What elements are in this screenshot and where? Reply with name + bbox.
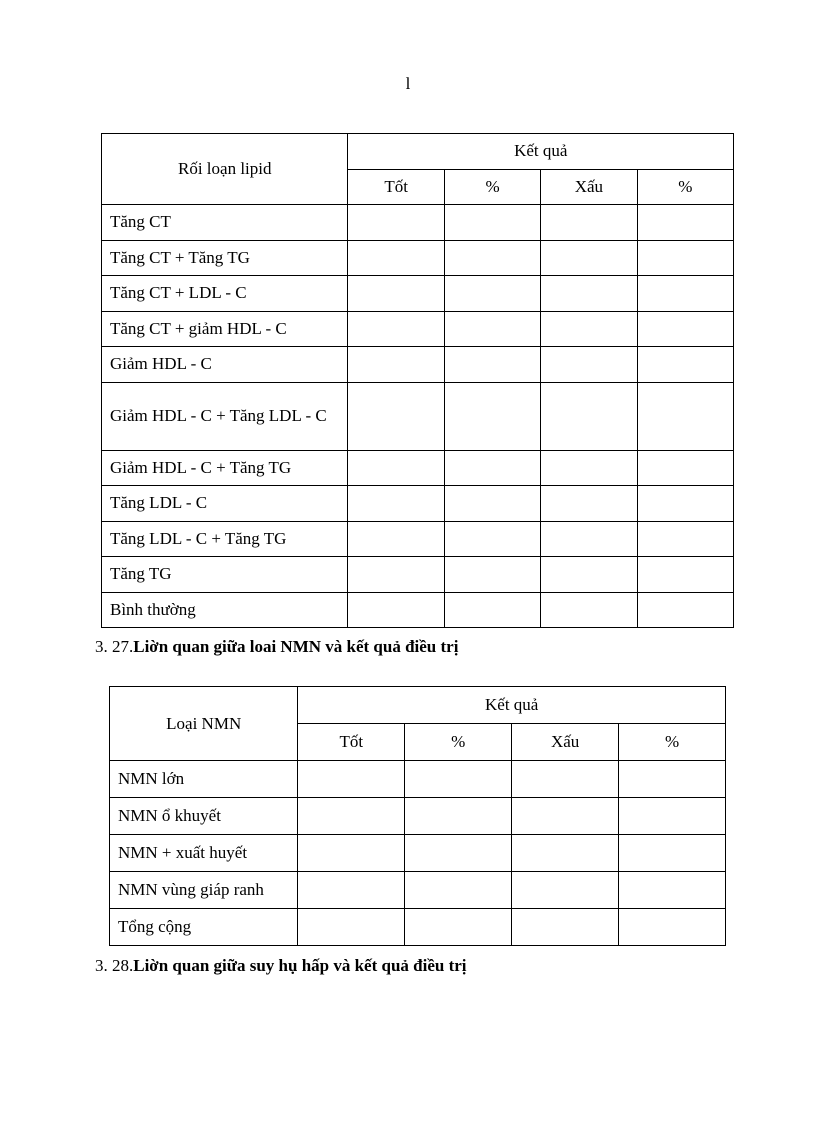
cell xyxy=(348,557,444,593)
cell xyxy=(541,205,637,241)
lipid-disorder-table xyxy=(101,133,734,628)
cell xyxy=(637,557,733,593)
row-label: Bình thường xyxy=(102,592,348,628)
table2-col-good-pct: % xyxy=(405,724,512,761)
cell xyxy=(541,521,637,557)
table2-header-group: Kết quả xyxy=(298,687,726,724)
section-title: Liờn quan giữa suy hụ hấp và kết quả điều trị xyxy=(133,956,467,975)
cell xyxy=(541,592,637,628)
cell xyxy=(444,521,540,557)
cell xyxy=(444,276,540,312)
cell xyxy=(444,450,540,486)
cell xyxy=(541,240,637,276)
table-row xyxy=(102,240,734,276)
row-label: Giảm HDL - C xyxy=(102,347,348,383)
row-label: Tăng CT + Tăng TG xyxy=(102,240,348,276)
row-label: Tăng CT xyxy=(102,205,348,241)
row-label: Tăng LDL - C + Tăng TG xyxy=(102,521,348,557)
cell xyxy=(348,240,444,276)
table-row xyxy=(110,798,726,835)
cell xyxy=(298,761,405,798)
cell xyxy=(444,592,540,628)
cell xyxy=(444,486,540,522)
cell xyxy=(444,382,540,450)
cell xyxy=(637,276,733,312)
cell xyxy=(348,382,444,450)
cell xyxy=(541,311,637,347)
cell xyxy=(444,311,540,347)
cell xyxy=(637,450,733,486)
page-number: l xyxy=(405,74,411,93)
table-row xyxy=(102,276,734,312)
section-heading-3-27 xyxy=(95,637,458,657)
row-label: Giảm HDL - C + Tăng LDL - C xyxy=(102,382,348,450)
row-label: Tăng CT + LDL - C xyxy=(102,276,348,312)
cell xyxy=(541,486,637,522)
table-row xyxy=(102,450,734,486)
cell xyxy=(405,872,512,909)
table1-col-bad-pct: % xyxy=(637,169,733,205)
cell xyxy=(298,909,405,946)
row-label: Tổng cộng xyxy=(110,909,298,946)
table-row xyxy=(102,311,734,347)
row-label: Tăng LDL - C xyxy=(102,486,348,522)
table1-col-bad: Xấu xyxy=(541,169,637,205)
cell xyxy=(541,450,637,486)
cell xyxy=(541,557,637,593)
table1-col-good: Tốt xyxy=(348,169,444,205)
cell xyxy=(512,798,619,835)
cell xyxy=(637,382,733,450)
table2-col-good: Tốt xyxy=(298,724,405,761)
cell xyxy=(619,909,726,946)
cell xyxy=(637,486,733,522)
cell xyxy=(512,909,619,946)
cell xyxy=(619,872,726,909)
stroke-type-table xyxy=(109,686,726,946)
table2-col-bad: Xấu xyxy=(512,724,619,761)
cell xyxy=(619,761,726,798)
cell xyxy=(637,521,733,557)
cell xyxy=(405,761,512,798)
section-heading-3-28 xyxy=(95,956,467,976)
cell xyxy=(298,872,405,909)
table1-col-good-pct: % xyxy=(444,169,540,205)
cell xyxy=(637,592,733,628)
cell xyxy=(348,205,444,241)
cell xyxy=(512,835,619,872)
cell xyxy=(444,347,540,383)
cell xyxy=(512,872,619,909)
cell xyxy=(637,347,733,383)
cell xyxy=(444,205,540,241)
section-number: 3. 28. xyxy=(95,956,134,975)
cell xyxy=(348,311,444,347)
row-label: NMN vùng giáp ranh xyxy=(110,872,298,909)
cell xyxy=(348,486,444,522)
table-row xyxy=(110,872,726,909)
row-label: Giảm HDL - C + Tăng TG xyxy=(102,450,348,486)
cell xyxy=(298,798,405,835)
table-row xyxy=(102,486,734,522)
table-row xyxy=(110,835,726,872)
cell xyxy=(348,276,444,312)
cell xyxy=(348,347,444,383)
cell xyxy=(541,347,637,383)
row-label: Tăng CT + giảm HDL - C xyxy=(102,311,348,347)
cell xyxy=(405,835,512,872)
cell xyxy=(637,311,733,347)
cell xyxy=(348,450,444,486)
table-row xyxy=(102,557,734,593)
table-row xyxy=(102,347,734,383)
cell xyxy=(444,240,540,276)
row-label: NMN ổ khuyết xyxy=(110,798,298,835)
section-number: 3. 27. xyxy=(95,637,134,656)
cell xyxy=(512,761,619,798)
table-row xyxy=(102,592,734,628)
table-row xyxy=(102,382,734,450)
row-label: NMN + xuất huyết xyxy=(110,835,298,872)
table2-col-bad-pct: % xyxy=(619,724,726,761)
cell xyxy=(405,798,512,835)
cell xyxy=(444,557,540,593)
table1-header-label: Rối loạn lipid xyxy=(102,134,348,205)
cell xyxy=(541,276,637,312)
table-row xyxy=(110,761,726,798)
table-row xyxy=(102,205,734,241)
row-label: NMN lớn xyxy=(110,761,298,798)
cell xyxy=(348,592,444,628)
row-label: Tăng TG xyxy=(102,557,348,593)
cell xyxy=(541,382,637,450)
cell xyxy=(637,240,733,276)
table2-header-label: Loại NMN xyxy=(110,687,298,761)
table-row xyxy=(110,909,726,946)
cell xyxy=(637,205,733,241)
cell xyxy=(619,835,726,872)
table1-header-group: Kết quả xyxy=(348,134,734,170)
cell xyxy=(405,909,512,946)
table-row xyxy=(102,521,734,557)
cell xyxy=(348,521,444,557)
section-title: Liờn quan giữa loai NMN và kết quả điều trị xyxy=(133,637,459,656)
cell xyxy=(298,835,405,872)
cell xyxy=(619,798,726,835)
